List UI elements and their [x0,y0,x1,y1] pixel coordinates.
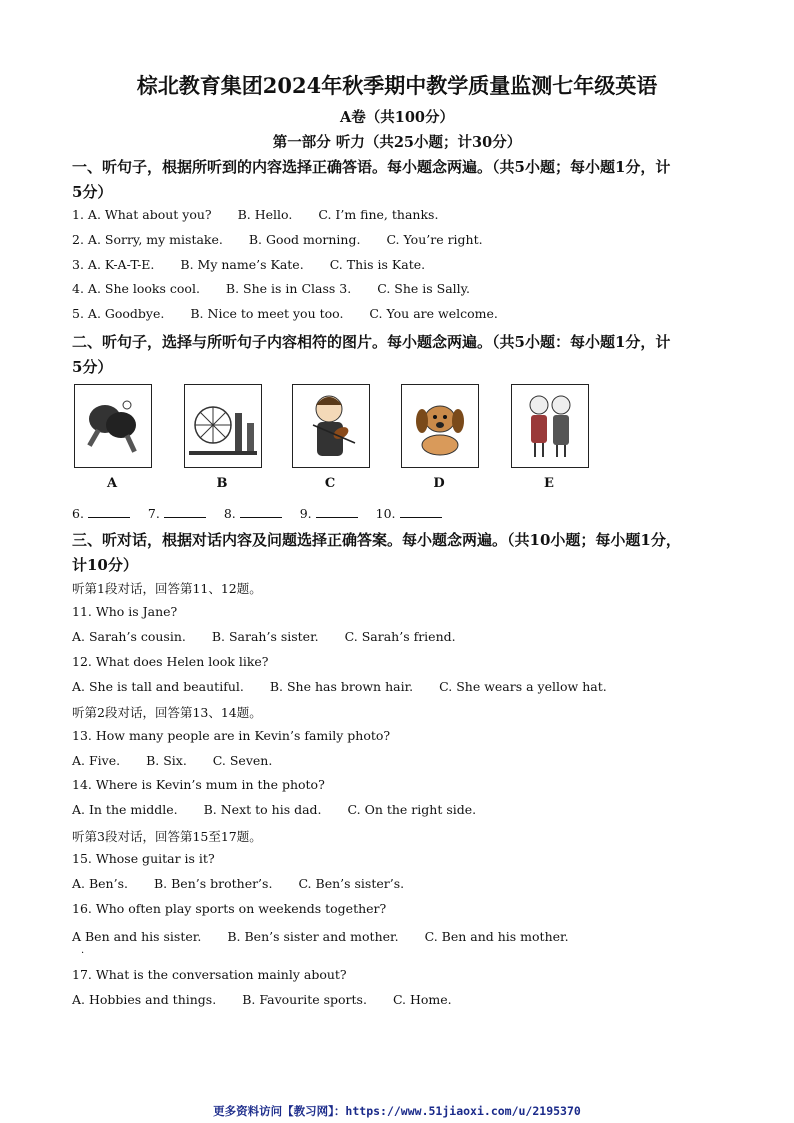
boy-violin-icon [292,384,370,468]
answer-blank-8[interactable] [240,505,282,518]
question-17-options: A. Hobbies and things. B. Favourite sports. C. Home. [72,992,452,1007]
section1-heading: 一、听句子，根据所听到的内容选择正确答语。每小题念两遍。（共5小题；每小题1分，计 [72,158,671,176]
question-12-stem: 12. What does Helen look like? [72,654,269,669]
question-3: 3. A. K-A-T-E. B. My name’s Kate. C. This is Kate. [72,257,426,272]
question-2: 2. A. Sorry, my mistake. B. Good morning. C. You’re right. [72,232,483,247]
picture-label-d: D [433,476,445,491]
picture-label-e: E [544,476,554,491]
section2-heading-cont: 5分） [72,358,113,376]
question-15-stem: 15. Whose guitar is it? [72,851,215,866]
dialogue-2-instruction: 听第2段对话，回答第13、14题。 [72,705,262,720]
section2-heading: 二、听句子，选择与所听句子内容相符的图片。每小题念两遍。（共5小题：每小题1分，计 [72,333,671,351]
blank-label-10: 10. [375,506,396,521]
question-11-options: A. Sarah’s cousin. B. Sarah’s sister. C. Sarah’s friend. [72,629,456,644]
question-15-options: A. Ben’s. B. Ben’s brother’s. C. Ben’s sister’s. [72,876,405,891]
exam-title: 棕北教育集团2024年秋季期中教学质量监测七年级英语 [136,73,658,98]
question-16-stem: 16. Who often play sports on weekends together? [72,901,387,916]
blank-label-6: 6. [72,506,84,521]
dialogue-1-instruction: 听第1段对话，回答第11、12题。 [72,581,262,596]
question-17-stem: 17. What is the conversation mainly about? [72,967,347,982]
puppy-icon [401,384,479,468]
dialogue-3-instruction: 听第3段对话，回答第15至17题。 [72,829,262,844]
footer-link[interactable]: 更多资料访问【教习网】：https://www.51jiaoxi.com/u/2195370 [213,1104,581,1118]
question-1: 1. A. What about you? B. Hello. C. I’m fine, thanks. [72,207,439,222]
blank-label-8: 8. [223,506,236,521]
blank-label-9: 9. [299,506,312,521]
picture-label-b: B [216,476,228,491]
answer-blank-10[interactable] [400,505,442,518]
answer-blank-6[interactable] [88,505,130,518]
question-4: 4. A. She looks cool. B. She is in Class 3. C. She is Sally. [72,281,471,296]
question-13-stem: 13. How many people are in Kevin’s family photo? [72,728,391,743]
question-14-options: A. In the middle. B. Next to his dad. C. On the right side. [72,802,477,817]
section3-heading: 三、听对话，根据对话内容及问题选择正确答案。每小题念两遍。（共10小题；每小题1分， [72,531,681,549]
ping-pong-icon [74,384,152,468]
question-11-stem: 11. Who is Jane? [72,604,178,619]
blank-label-7: 7. [147,506,160,521]
question-13-options: A. Five. B. Six. C. Seven. [72,753,273,768]
section3-heading-cont: 计10分） [72,556,138,574]
question-14-stem: 14. Where is Kevin’s mum in the photo? [72,777,325,792]
answer-blank-9[interactable] [316,505,358,518]
question-16-options: A Ben and his sister. B. Ben’s sister and mother. C. Ben and his mother. [72,929,569,944]
paper-label: A卷（共100分） [339,109,455,126]
stray-dot: · [81,948,85,959]
section1-heading-cont: 5分） [72,183,113,201]
question-5: 5. A. Goodbye. B. Nice to meet you too. C. You are welcome. [72,306,498,321]
elderly-couple-icon [511,384,589,468]
answer-blank-7[interactable] [164,505,206,518]
london-skyline-icon [184,384,262,468]
question-12-options: A. She is tall and beautiful. B. She has brown hair. C. She wears a yellow hat. [72,679,607,694]
picture-label-c: C [324,476,336,491]
answer-blanks [72,505,456,521]
picture-label-a: A [106,476,118,491]
part-heading: 第一部分 听力（共25小题；计30分） [272,134,522,151]
